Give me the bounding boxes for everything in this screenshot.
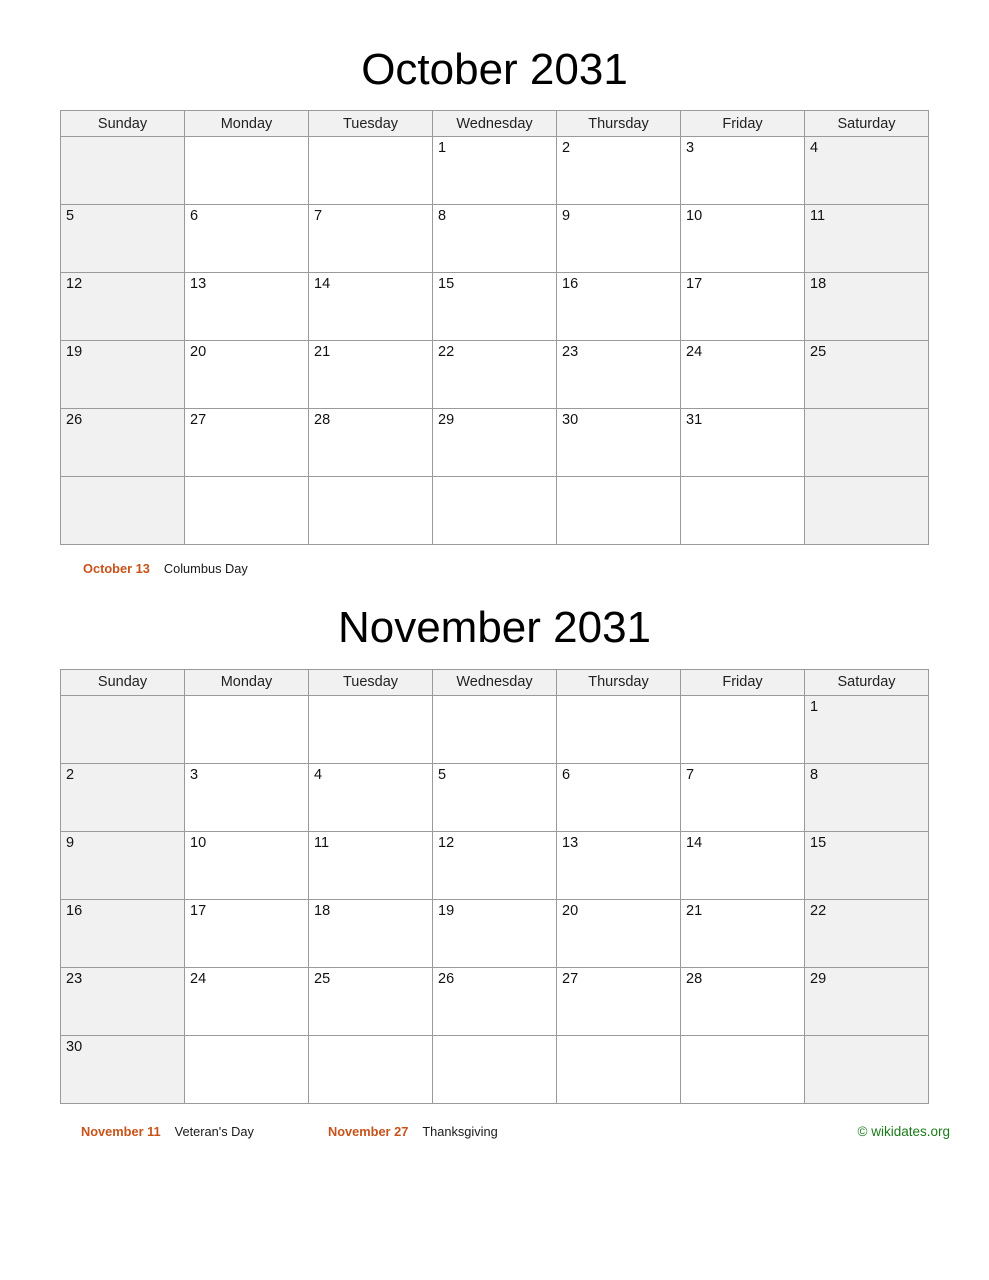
site-credit-label: wikidates.org: [871, 1123, 950, 1139]
day-cell[interactable]: [309, 695, 433, 763]
calendar-table-october: [60, 110, 929, 545]
day-cell[interactable]: 7: [309, 205, 433, 273]
day-cell[interactable]: 3: [681, 137, 805, 205]
day-cell[interactable]: 20: [557, 899, 681, 967]
day-cell[interactable]: 15: [433, 273, 557, 341]
weekday-header-friday: Friday: [681, 111, 805, 137]
day-cell[interactable]: 23: [61, 967, 185, 1035]
weekday-header-sunday: Sunday: [61, 111, 185, 137]
weekday-header-wednesday: Wednesday: [433, 111, 557, 137]
day-cell[interactable]: 22: [805, 899, 929, 967]
weekday-header-thursday: Thursday: [557, 111, 681, 137]
day-cell[interactable]: 23: [557, 341, 681, 409]
day-cell[interactable]: [681, 1035, 805, 1103]
day-cell[interactable]: 6: [185, 205, 309, 273]
day-cell[interactable]: 16: [61, 899, 185, 967]
day-cell[interactable]: 2: [557, 137, 681, 205]
day-cell[interactable]: 5: [433, 763, 557, 831]
day-cell[interactable]: [805, 409, 929, 477]
day-cell[interactable]: 25: [309, 967, 433, 1035]
day-cell[interactable]: 15: [805, 831, 929, 899]
weekday-header-sunday: Sunday: [61, 669, 185, 695]
day-cell[interactable]: 1: [805, 695, 929, 763]
page-title-october: October 2031: [361, 45, 628, 94]
day-cell[interactable]: [185, 137, 309, 205]
weekday-header-row: [61, 111, 929, 137]
holiday-name: Veteran's Day: [174, 1123, 254, 1139]
day-cell[interactable]: [557, 1035, 681, 1103]
calendar-week-row: [61, 477, 929, 545]
calendar-table-november: [60, 669, 929, 1104]
weekday-header-monday: Monday: [185, 111, 309, 137]
day-cell[interactable]: [61, 137, 185, 205]
weekday-header-thursday: Thursday: [557, 669, 681, 695]
day-cell[interactable]: 5: [61, 205, 185, 273]
day-cell[interactable]: [805, 477, 929, 545]
holiday-name: Thanksgiving: [422, 1123, 498, 1139]
day-cell[interactable]: 20: [185, 341, 309, 409]
day-cell[interactable]: 28: [309, 409, 433, 477]
holiday-date: October 13: [83, 561, 150, 577]
day-cell[interactable]: 9: [61, 831, 185, 899]
day-cell[interactable]: [433, 1035, 557, 1103]
day-cell[interactable]: 31: [681, 409, 805, 477]
holiday-date: November 11: [81, 1123, 161, 1139]
weekday-header-monday: Monday: [185, 669, 309, 695]
calendar-week-row: [61, 273, 929, 341]
day-cell[interactable]: [557, 477, 681, 545]
holiday-list-october: [37, 545, 952, 576]
day-cell[interactable]: [309, 477, 433, 545]
holiday-name: Columbus Day: [163, 561, 248, 577]
day-cell[interactable]: [681, 695, 805, 763]
day-cell[interactable]: 4: [309, 763, 433, 831]
day-cell[interactable]: 24: [185, 967, 309, 1035]
day-cell[interactable]: 19: [61, 341, 185, 409]
site-credit[interactable]: [857, 1124, 950, 1139]
day-cell[interactable]: [805, 1035, 929, 1103]
holiday-item: [81, 1124, 254, 1139]
day-cell[interactable]: 21: [681, 899, 805, 967]
holiday-date: November 27: [327, 1123, 409, 1139]
day-cell[interactable]: 8: [433, 205, 557, 273]
calendar-week-row: [61, 695, 929, 763]
calendar-week-row: [61, 967, 929, 1035]
day-cell[interactable]: [309, 1035, 433, 1103]
calendar-week-row: [61, 1035, 929, 1103]
day-cell[interactable]: 3: [185, 763, 309, 831]
day-cell[interactable]: 13: [557, 831, 681, 899]
calendar-week-row: [61, 341, 929, 409]
day-cell[interactable]: [433, 695, 557, 763]
day-cell[interactable]: 14: [309, 273, 433, 341]
day-cell[interactable]: 17: [185, 899, 309, 967]
day-cell[interactable]: 25: [805, 341, 929, 409]
weekday-header-tuesday: Tuesday: [309, 669, 433, 695]
day-cell[interactable]: 28: [681, 967, 805, 1035]
day-cell[interactable]: [433, 477, 557, 545]
weekday-header-saturday: Saturday: [805, 111, 929, 137]
day-cell[interactable]: 26: [433, 967, 557, 1035]
day-cell[interactable]: [61, 477, 185, 545]
day-cell[interactable]: 9: [557, 205, 681, 273]
month-block-november: [60, 576, 929, 1103]
weekday-header-saturday: Saturday: [805, 669, 929, 695]
day-cell[interactable]: 18: [309, 899, 433, 967]
day-cell[interactable]: 16: [557, 273, 681, 341]
day-cell[interactable]: 30: [557, 409, 681, 477]
day-cell[interactable]: 8: [805, 763, 929, 831]
day-cell[interactable]: 7: [681, 763, 805, 831]
page-title-november: November 2031: [337, 603, 652, 653]
day-cell[interactable]: 30: [61, 1035, 185, 1103]
day-cell[interactable]: 27: [557, 967, 681, 1035]
calendar-week-row: [61, 763, 929, 831]
day-cell[interactable]: 22: [433, 341, 557, 409]
day-cell[interactable]: 13: [185, 273, 309, 341]
day-cell[interactable]: 6: [557, 763, 681, 831]
day-cell[interactable]: 29: [805, 967, 929, 1035]
day-cell[interactable]: 11: [805, 205, 929, 273]
month-block-october: [60, 0, 929, 545]
holiday-item: [328, 1124, 498, 1139]
weekday-header-tuesday: Tuesday: [309, 111, 433, 137]
calendar-week-row: [61, 205, 929, 273]
day-cell[interactable]: 21: [309, 341, 433, 409]
weekday-header-row: [61, 669, 929, 695]
day-cell[interactable]: [309, 137, 433, 205]
day-cell[interactable]: [557, 695, 681, 763]
day-cell[interactable]: [185, 695, 309, 763]
calendar-week-row: [61, 831, 929, 899]
day-cell[interactable]: 24: [681, 341, 805, 409]
day-cell[interactable]: [185, 477, 309, 545]
holiday-item: [83, 561, 248, 576]
day-cell[interactable]: 14: [681, 831, 805, 899]
day-cell[interactable]: [681, 477, 805, 545]
weekday-header-wednesday: Wednesday: [433, 669, 557, 695]
day-cell[interactable]: 4: [805, 137, 929, 205]
day-cell[interactable]: 2: [61, 763, 185, 831]
day-cell[interactable]: 27: [185, 409, 309, 477]
calendar-week-row: [61, 137, 929, 205]
day-cell[interactable]: 17: [681, 273, 805, 341]
calendar-week-row: [61, 899, 929, 967]
day-cell[interactable]: 26: [61, 409, 185, 477]
holiday-list-november: [35, 1104, 954, 1139]
weekday-header-friday: Friday: [681, 669, 805, 695]
day-cell[interactable]: 10: [681, 205, 805, 273]
day-cell[interactable]: 29: [433, 409, 557, 477]
copyright-icon: ©: [857, 1123, 868, 1139]
day-cell[interactable]: 18: [805, 273, 929, 341]
calendar-week-row: [61, 409, 929, 477]
day-cell[interactable]: [61, 695, 185, 763]
day-cell[interactable]: 10: [185, 831, 309, 899]
day-cell[interactable]: 12: [61, 273, 185, 341]
day-cell[interactable]: [185, 1035, 309, 1103]
day-cell[interactable]: 1: [433, 137, 557, 205]
day-cell[interactable]: 12: [433, 831, 557, 899]
day-cell[interactable]: 19: [433, 899, 557, 967]
day-cell[interactable]: 11: [309, 831, 433, 899]
